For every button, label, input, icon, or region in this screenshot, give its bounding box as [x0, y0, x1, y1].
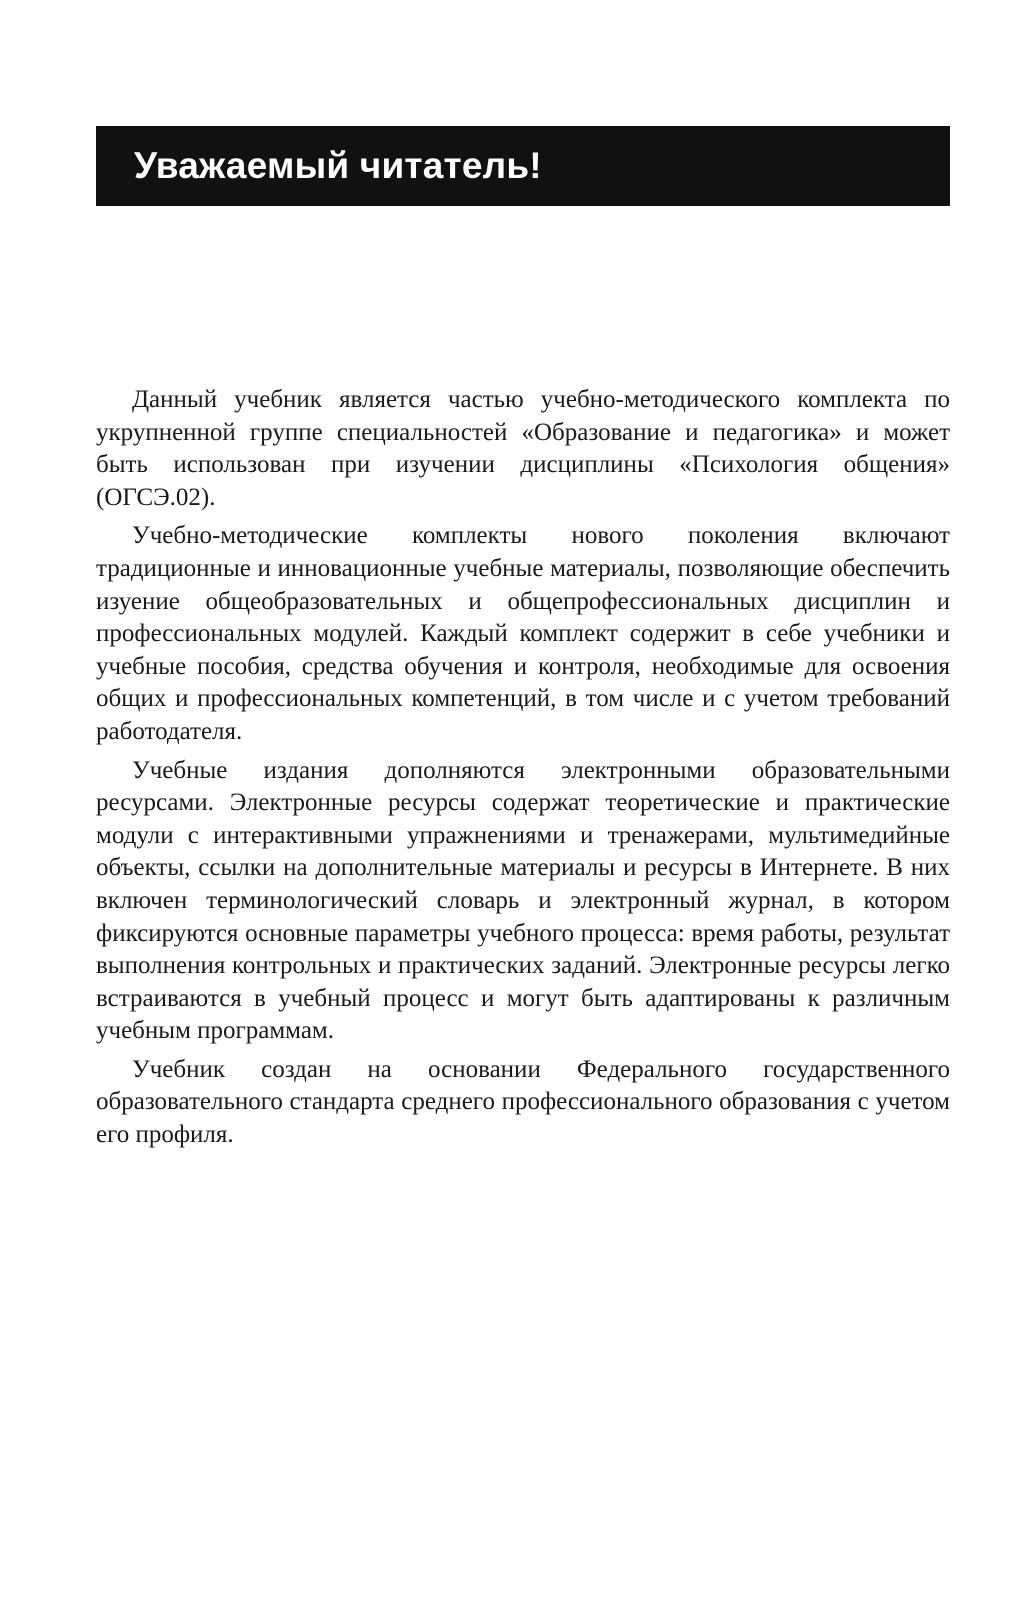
body-text	[96, 384, 950, 1158]
page-title: Уважаемый читатель!	[134, 145, 542, 186]
title-banner	[96, 126, 950, 206]
paragraph-complexes: Учебно-методические комплекты нового поколения включают традиционные и инновационные учебные материалы, позволяющие обеспечить изуение общеобразовательных и общепрофессиональных дисциплин и профессиональных модулей. Каждый комплект содержит в себе учебники и учебные пособия, средства обучения и контроля, необходимые для освоения общих и профессиональных компетенций, в том числе и с учетом требований работодателя.	[96, 522, 950, 745]
paragraph-intro: Данный учебник является частью учебно-методического комплекта по укрупненной группе специальностей «Образование и педагогика» и может быть использован при изучении дисциплины «Психология общения» (ОГСЭ.02).	[96, 386, 950, 511]
paragraph-electronic-resources: Учебные издания дополняются электронными образовательными ресурсами. Электронные ресурсы содержат теоретические и практические модули с интерактивными упражнениями и тренажерами, мультимедийные объекты, ссылки на дополнительные материалы и ресурсы в Интернете. В них включен терминологический словарь и электронный журнал, в котором фиксируются основные параметры учебного процесса: время работы, результат выполнения контрольных и практических заданий. Электронные ресурсы легко встраиваются в учебный процесс и могут быть адаптированы к различным учебным программам.	[96, 756, 950, 1045]
paragraph-standard: Учебник создан на основании Федерального государственного образовательного стандарта среднего профессионального образования с учетом его профиля.	[96, 1055, 950, 1149]
